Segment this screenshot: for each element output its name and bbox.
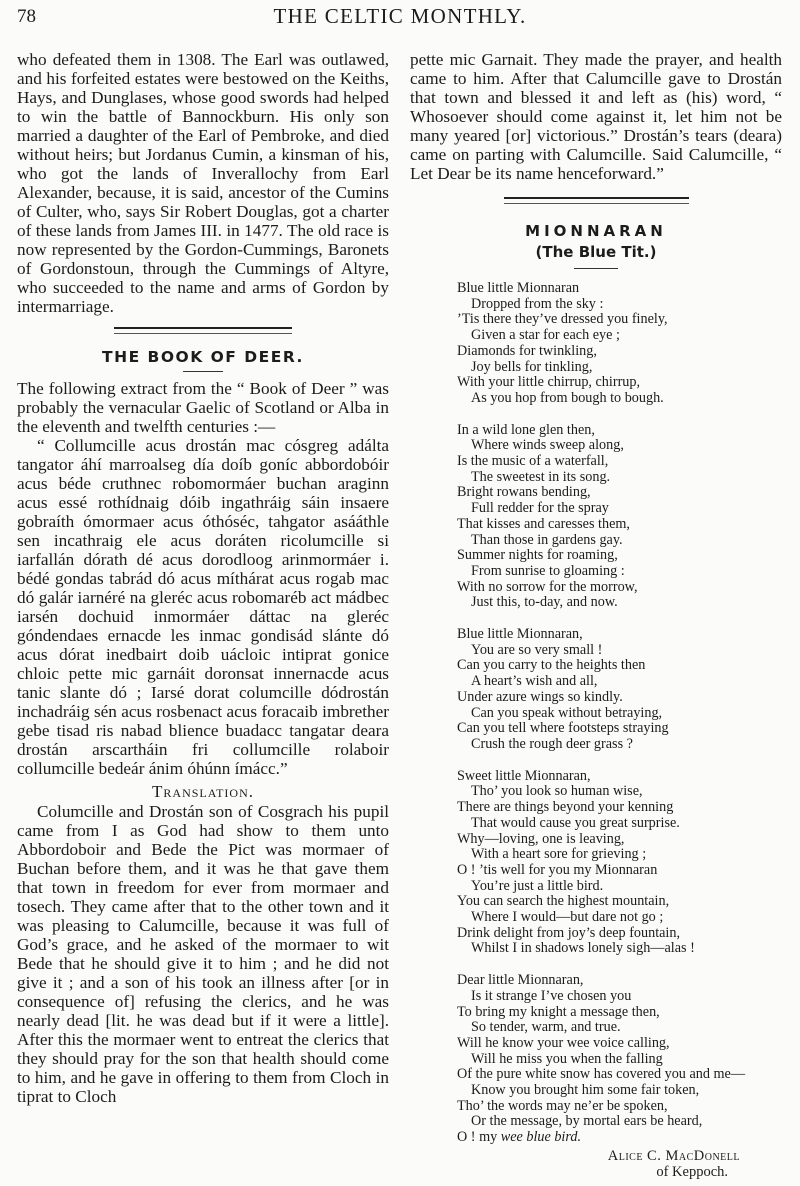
article-continuation-paragraph: who defeated them in 1308. The Earl was outlawed, and his forfeited estates were bestowed on the Keiths, Hays, and Dunglases, whose good swords had helped to win the battle of Bannockburn. His only son married a daughter of the Earl of Pembroke, and died without heirs; but Jordanus Cumin, a kinsman of his, who got the lands of Inverallochy from Earl Alexander, because, it is said, ancestor of the Cumins of Culter, who, says Sir Robert Douglas, got a charter of these lands from James III. in 1477. The old race is now represented by the Gordon-Cummings, Baronets of Gordonstoun, through the Cummings of Altyre, who succeeded to the name and arms of Gordon by intermarriage. xyxy=(17,50,389,316)
poem-line: Can you speak without betraying, xyxy=(471,704,663,721)
poem-line: There are things beyond your kenning xyxy=(457,799,674,816)
poem-line: Dropped from the sky : xyxy=(471,295,604,312)
poem-line: With a heart sore for grieving ; xyxy=(471,846,647,863)
poem-line: Sweet little Mionnaran, xyxy=(457,767,591,784)
poem-line: Full redder for the spray xyxy=(471,500,609,517)
poem-line: Drink delight from joy’s deep fountain, xyxy=(457,924,681,941)
poem-line: Is the music of a waterfall, xyxy=(457,453,609,470)
poem-line: That would cause you great surprise. xyxy=(471,814,680,831)
author-name: Alice C. MacDonell xyxy=(607,1147,740,1164)
section-divider xyxy=(504,197,689,204)
poem-line: Dear little Mionnaran, xyxy=(457,972,584,989)
running-title: THE CELTIC MONTHLY. xyxy=(273,4,527,28)
poem-line: Know you brought him some fair token, xyxy=(471,1082,700,1099)
poem-line: Can you carry to the heights then xyxy=(457,657,646,674)
title-underline xyxy=(183,371,223,372)
section-divider xyxy=(114,327,292,334)
poem-line: That kisses and caresses them, xyxy=(457,515,630,532)
poem-subtitle: (The Blue Tit.) xyxy=(535,243,657,261)
poem-line: As you hop from bough to bough. xyxy=(471,389,664,406)
poem-line: Bright rowans bending, xyxy=(457,484,591,501)
poem-closing-line: O ! my wee blue bird. xyxy=(457,1129,581,1146)
poem-line: Given a star for each eye ; xyxy=(471,327,620,344)
poem-line: Or the message, by mortal ears be heard, xyxy=(471,1113,703,1130)
poem-signature xyxy=(410,1148,740,1180)
poem-closing xyxy=(457,1130,782,1146)
poem-stanza xyxy=(457,973,782,1130)
poem-line: Will he miss you when the falling xyxy=(471,1050,663,1067)
gaelic-text-paragraph: “ Collumcille acus drostán mac cósgreg adálta tangator áhí marroalseg día doíb goníc abbordobóir acus béde cruthnec robomormáer buchan araginn acus essé rothídnaig dóib ingathráig sáin insaere gobraíth ómormaer acus óthóséc, tahgator asááthle sen incathraig ele acus doráten ricolumcille si iarfallán dórath dé acus dorodloog arinmormáer i. bédé gondas tabrád dó acus míthárat acus rogab mac dó galár iarnéré na gleréc acus robomaréb act mádbec iarsén dochuid inmormáer dáttac na gleréc góndendaes ernacde les inmac gondisád slánte dó acus dórat inedbairt doib uácloic intiprat gonice chloic pette mic garnáit doronsat innernacde acus tanic slante dó ; Iarsé dorat columcille dódrostán inchadráig sén acus rosbenact acus foracaib imbrether gebe tisad ris nabad blience buadacc tangatar deara drostán arscartháin fri collumcille rolaboir collumcille bedeár ánim óhúnn ímácc.” xyxy=(17,436,389,778)
poem-line: Diamonds for twinkling, xyxy=(457,342,597,359)
translation-continued-paragraph: pette mic Garnait. They made the prayer, and health came to him. After that Calumcille gave to Drostán that town and blessed it and left as (his) word, “ Whosoever should come against it, let him not be many yeared [or] victorious.” Drostán’s tears (deara) came on parting with Calumcille. Said Calumcille, “ Let Dear be its name henceforward.” xyxy=(410,50,782,183)
poem-line: Joy bells for tinkling, xyxy=(471,358,593,375)
poem-line: Crush the rough deer grass ? xyxy=(471,735,633,752)
poem-line: Can you tell where footsteps straying xyxy=(457,720,669,737)
poem-line: Where winds sweep along, xyxy=(471,437,624,454)
poem-line: Tho’ the words may ne’er be spoken, xyxy=(457,1097,668,1114)
poem-line: So tender, warm, and true. xyxy=(471,1019,621,1036)
poem-line: Just this, to-day, and now. xyxy=(471,594,618,611)
author-place: of Keppoch. xyxy=(656,1163,728,1180)
poem-line: ’Tis there they’ve dressed you finely, xyxy=(457,311,668,328)
poem-line: With your little chirrup, chirrup, xyxy=(457,374,641,391)
poem-stanza xyxy=(457,627,782,753)
poem-line: You can search the highest mountain, xyxy=(457,893,670,910)
poem-stanza xyxy=(457,423,782,611)
intro-paragraph: The following extract from the “ Book of Deer ” was probably the vernacular Gaelic of Scotland or Alba in the eleventh and twelfth centuries :— xyxy=(17,379,389,436)
closing-italic: wee blue bird. xyxy=(500,1129,581,1146)
poem-line: Whilst I in shadows lonely sigh—alas ! xyxy=(471,940,695,957)
poem-line: You’re just a little bird. xyxy=(471,877,604,894)
poem-stanza xyxy=(457,769,782,957)
poem-line: Why—loving, one is leaving, xyxy=(457,830,625,847)
title-underline xyxy=(574,268,618,269)
right-column xyxy=(410,50,782,1180)
poem-line: Summer nights for roaming, xyxy=(457,547,618,564)
poem-line: Blue little Mionnaran, xyxy=(457,626,583,643)
poem-line: Tho’ you look so human wise, xyxy=(471,783,643,800)
poem-line: Where I would—but dare not go ; xyxy=(471,909,664,926)
poem-line: Under azure wings so kindly. xyxy=(457,688,623,705)
poem-line: You are so very small ! xyxy=(471,641,603,658)
poem-body xyxy=(457,281,782,1130)
poem-line: Of the pure white snow has covered you and me— xyxy=(457,1066,746,1083)
poem-stanza xyxy=(457,281,782,407)
translation-heading: Translation. xyxy=(152,782,254,801)
translation-paragraph: Columcille and Drostán son of Cosgrach his pupil came from I as God had show to them unto Abbordoboir and Bede the Pict was mormaer of Buchan before them, and it was he that gave them that town in freedom for ever from mormaer and tosech. They came after that to the other town and it was pleasing to Calumcille, because it was full of God’s grace, and he asked of the mormaer to wit Bede that he should give it to him ; and he did not give it ; and a son of his took an illness after [or in consequence of] refusing the clerics, and he was nearly dead [lit. he was dead but if it were a little]. After this the mormaer went to entreat the clerics that they should pray for the son that health should come to him, and he gave in offering to them from Cloch in tiprat to Cloch xyxy=(17,802,389,1106)
poem-line: From sunrise to gloaming : xyxy=(471,562,625,579)
poem-line: Is it strange I’ve chosen you xyxy=(471,987,632,1004)
poem-line: In a wild lone glen then, xyxy=(457,421,595,438)
poem-line: The sweetest in its song. xyxy=(471,468,611,485)
page-number: 78 xyxy=(17,6,36,27)
poem-line: Will he know your wee voice calling, xyxy=(457,1034,670,1051)
poem-line: To bring my knight a message then, xyxy=(457,1003,660,1020)
left-column xyxy=(17,50,389,1106)
poem-line: A heart’s wish and all, xyxy=(471,673,598,690)
poem-line: Blue little Mionnaran xyxy=(457,280,580,296)
section-title: THE BOOK OF DEER. xyxy=(102,348,304,366)
poem-line: O ! ’tis well for you my Mionnaran xyxy=(457,861,658,878)
poem-line: Than those in gardens gay. xyxy=(471,531,623,548)
poem-title: MIONNARAN xyxy=(525,222,667,240)
poem-line: With no sorrow for the morrow, xyxy=(457,578,638,595)
